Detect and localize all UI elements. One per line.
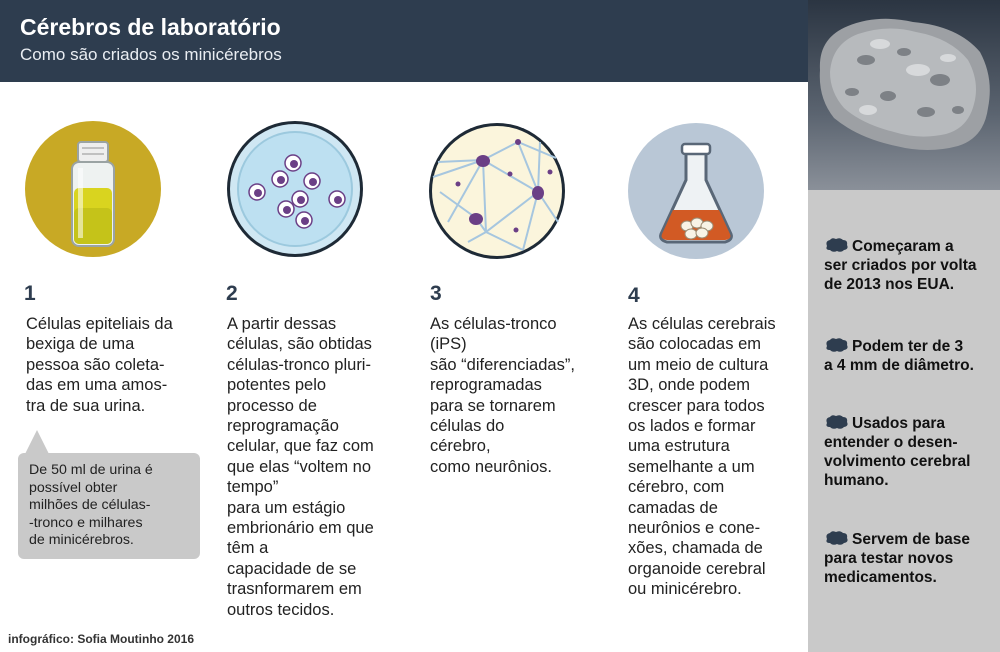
- note-pointer: [25, 430, 49, 454]
- note-text: De 50 ml de urina é possível obter milhões de células- -tronco e milhares de minicérebros.: [29, 462, 153, 549]
- fact-3: [824, 395, 996, 490]
- step-2-text: A partir dessas células, são obtidas células-tronco pluri- potentes pelo processo de reprogramação celular, que faz com que elas “voltem no tempo” para um estágio embrionário em que têm a capacidade de se trasnformarem em outros tecidos.: [227, 315, 374, 619]
- brain-bullet-icon: [824, 414, 850, 430]
- page-subtitle: Como são criados os minicérebros: [20, 45, 282, 64]
- credit-line: infográfico: Sofia Moutinho 2016: [8, 632, 195, 646]
- culture-flask-icon: [627, 122, 765, 260]
- brain-bullet-icon: [824, 237, 850, 253]
- step-3-number: 3: [430, 282, 442, 305]
- step-2-number: 2: [226, 282, 238, 305]
- brain-bullet-icon: [824, 530, 850, 546]
- fact-4-text: Servem de base para testar novos medicamentos.: [824, 531, 971, 586]
- step-3-text: As células-tronco (iPS) são “diferenciadas”, reprogramadas para se tornarem células do cérebro, como neurônios.: [430, 315, 575, 476]
- sidebar: [808, 0, 1000, 652]
- fact-1-text: Começaram a ser criados por volta de 2013 nos EUA.: [824, 238, 977, 293]
- fact-1: [824, 218, 996, 294]
- fact-2: [824, 318, 996, 375]
- step-4-number: 4: [628, 284, 640, 307]
- step-4-text: As células cerebrais são colocadas em um meio de cultura 3D, onde podem crescer para todos os lados e formar uma estrutura semelhante a um cérebro, com camadas de neurônios e cone- xões, chamada de organoide cerebral ou minicérebro.: [628, 315, 776, 599]
- fact-3-text: Usados para entender o desen- volvimento cerebral humano.: [824, 415, 971, 489]
- fact-4: [824, 511, 996, 587]
- note-callout: [18, 453, 200, 559]
- fact-2-text: Podem ter de 3 a 4 mm de diâmetro.: [824, 338, 974, 374]
- step-1-text: Células epiteliais da bexiga de uma pessoa são coleta- das em uma amos- tra de sua urina.: [26, 315, 173, 415]
- petri-dish-cells-icon: [226, 120, 364, 258]
- minibrain-photo: [808, 0, 1000, 190]
- header-banner: [0, 0, 808, 82]
- step-1-number: 1: [24, 282, 36, 305]
- urine-vial-icon: [24, 120, 162, 258]
- page-title: Cérebros de laboratório: [20, 14, 281, 40]
- brain-bullet-icon: [824, 337, 850, 353]
- neurons-icon: [428, 122, 566, 260]
